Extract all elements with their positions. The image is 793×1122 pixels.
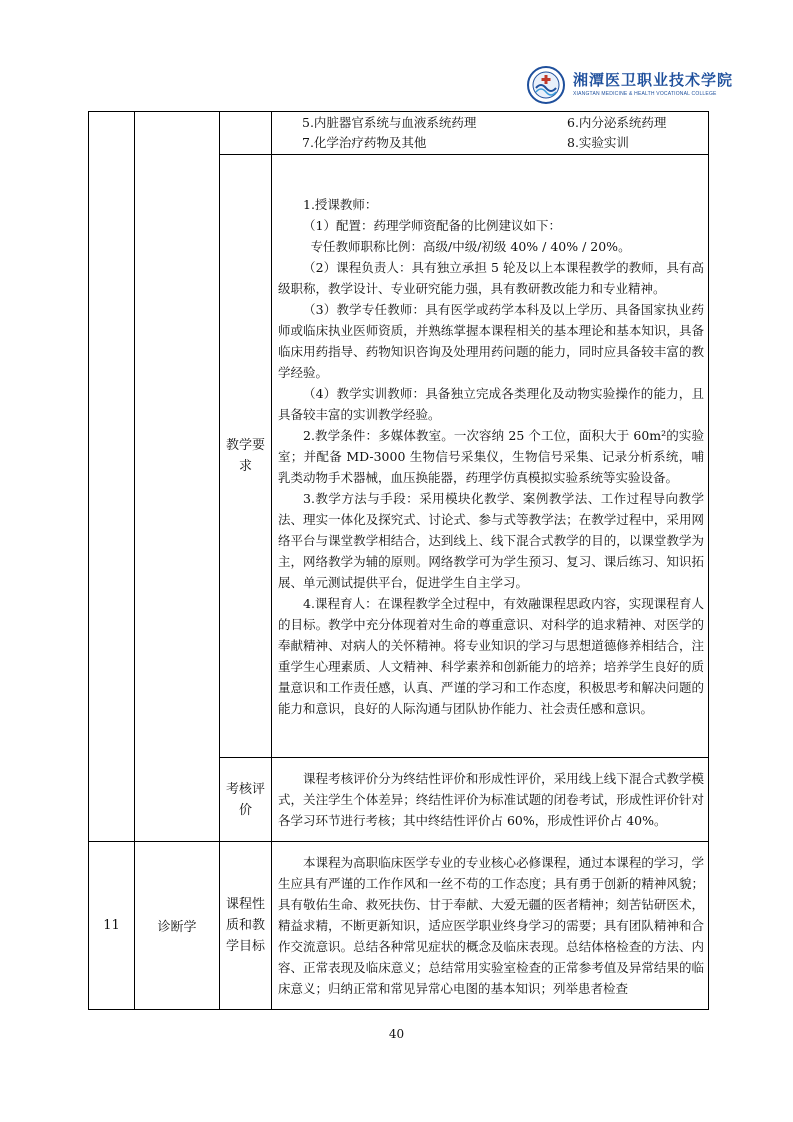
table-row bbox=[89, 842, 709, 1010]
teaching-requirements-content bbox=[272, 155, 709, 758]
list-item bbox=[278, 113, 704, 133]
table-row bbox=[89, 112, 709, 155]
course-name-cell bbox=[135, 112, 220, 842]
assessment-label: 考核评价 bbox=[220, 758, 272, 842]
page-number: 40 bbox=[388, 1027, 405, 1041]
college-name: 湘潭医卫职业技术学院 bbox=[573, 71, 734, 89]
label-cell bbox=[220, 112, 272, 155]
unit-7: 7.化学治疗药物及其他 bbox=[302, 135, 427, 150]
list-item bbox=[278, 133, 704, 153]
course-table bbox=[88, 111, 709, 1010]
unit-6: 6.内分泌系统药理 bbox=[567, 115, 667, 130]
paragraph: 3.教学方法与手段：采用模块化教学、案例教学法、工作过程导向教学法、理实一体化及探究式、讨论式、参与式等教学法；在教学过程中，采用网络平台与课堂教学相结合，达到线上、线下混合式教学的目的，以课堂教学为主，网络教学为辅的原则。网络教学可为学生预习、复习、课后练习、知识拓展、单元测试提供平台，促进学生自主学习。 bbox=[278, 490, 704, 590]
paragraph: 4.课程育人：在课程教学全过程中，有效融课程思政内容，实现课程育人的目标。教学中充分体现着对生命的尊重意识、对科学的追求精神、对医学的奉献精神、对病人的关怀精神。将专业知识的学习与思想道德修养相结合，注重学生心理素质、人文精神、科学素养和创新能力的培养；培养学生良好的质量意识和工作责任感，认真、严谨的学习和工作态度，积极思考和解决问题的能力和意识，良好的人际沟通与团队协作能力、社会责任感和意识。 bbox=[278, 595, 704, 716]
teaching-requirements-label: 教学要求 bbox=[220, 155, 272, 758]
paragraph: （1）配置：药理学师资配备的比例建议如下： bbox=[303, 217, 561, 233]
paragraph: 课程考核评价分为终结性评价和形成性评价，采用线上线下混合式教学模式，关注学生个体差异；终结性评价为标准试题的闭卷考试，形成性评价针对各学习环节进行考核；其中终结性评价占 60%，形成性评价占 40%。 bbox=[278, 771, 704, 828]
course-nature-content bbox=[272, 842, 709, 1010]
paragraph: 1.授课教师： bbox=[303, 196, 378, 212]
paragraph: （3）教学专任教师：具有医学或药学本科及以上学历、具备国家执业药师或临床执业医师资质，并熟练掌握本课程相关的基本理论和基本知识，具备临床用药指导、药物知识咨询及处理用药问题的能力，同时应具备较丰富的教学经验。 bbox=[278, 301, 704, 380]
college-emblem-icon bbox=[527, 66, 565, 104]
college-logo bbox=[527, 66, 737, 106]
paragraph: 本课程为高职临床医学专业的专业核心必修课程，通过本课程的学习，学生应具有严谨的工作作风和一丝不苟的工作态度；具有勇于创新的精神风貌；具有敬佑生命、救死扶伤、甘于奉献、大爱无疆的医者精神；刻苦钻研医术，精益求精，不断更新知识，适应医学职业终身学习的需要；具有团队精神和合作交流意识。总结各种常见症状的概念及临床表现。总结体格检查的方法、内容、正常表现及临床意义；总结常用实验室检查的正常参考值及异常结果的临床意义；归纳正常和常见异常心电图的基本知识；列举患者检查 bbox=[278, 855, 704, 996]
course-nature-label: 课程性质和教学目标 bbox=[220, 842, 272, 1010]
unit-5: 5.内脏器官系统与血液系统药理 bbox=[302, 115, 477, 130]
units-cell bbox=[272, 112, 709, 155]
course-name: 诊断学 bbox=[135, 842, 220, 1010]
course-number-cell bbox=[89, 112, 135, 842]
paragraph: （2）课程负责人：具有独立承担 5 轮及以上本课程教学的教师，具有高级职称，教学设计、专业研究能力强，具有教研教改能力和专业精神。 bbox=[278, 259, 704, 296]
assessment-content bbox=[272, 758, 709, 842]
unit-8: 8.实验实训 bbox=[567, 135, 629, 150]
paragraph: （4）教学实训教师：具备独立完成各类理化及动物实验操作的能力，且具备较丰富的实训教学经验。 bbox=[278, 385, 704, 422]
paragraph: 2.教学条件：多媒体教室。一次容纳 25 个工位，面积大于 60m²的实验室；并配备 MD-3000 生物信号采集仪，生物信号采集、记录分析系统，哺乳类动物手术器械，血压换能器，药理学仿真模拟实验系统等实验设备。 bbox=[278, 427, 704, 485]
course-number: 11 bbox=[89, 842, 135, 1010]
college-name-en: XIANGTAN MEDICINE & HEALTH VOCATIONAL COLLEGE bbox=[573, 91, 717, 97]
paragraph: 专任教师职称比例：高级/中级/初级 40% / 40% / 20%。 bbox=[310, 238, 631, 254]
